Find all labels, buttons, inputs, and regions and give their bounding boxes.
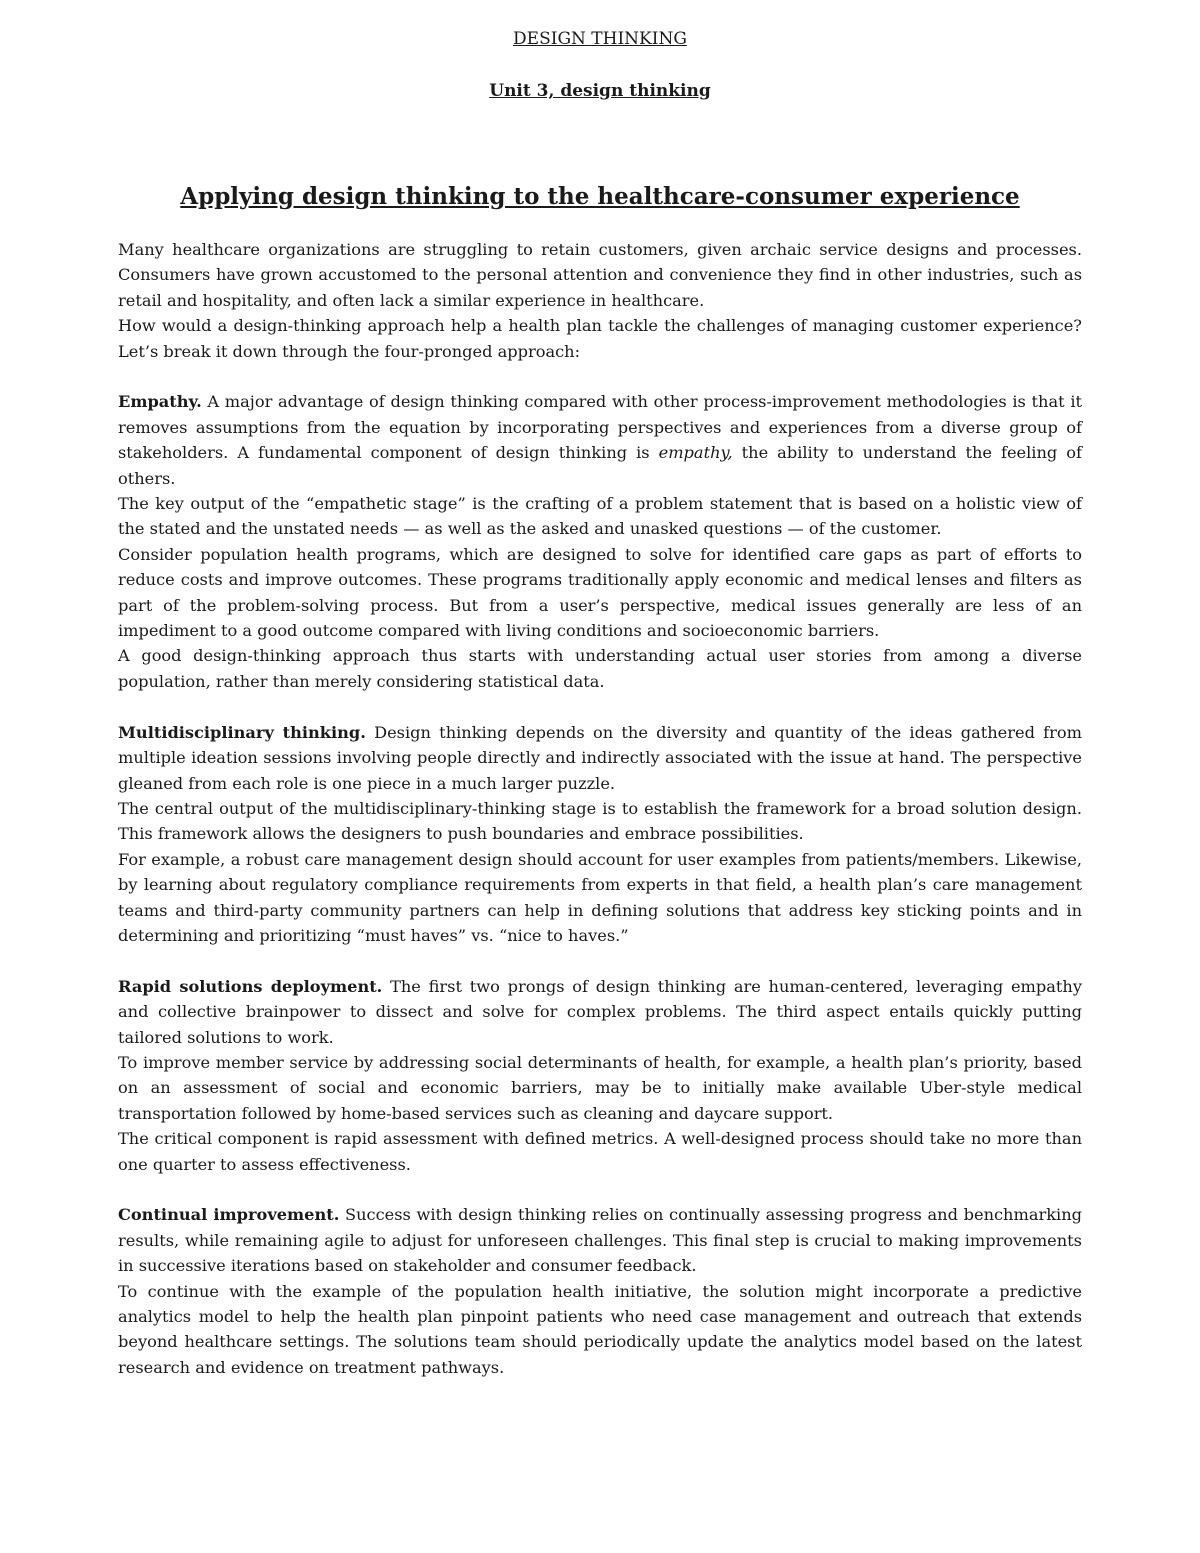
empathy-text: A major advantage of design thinking compared with other process-improvement methodologies is that it removes assumptions from the equation by incorporating perspectives and experiences from a diverse group of stakeholders. A fundamental component of design thinking is — [118, 392, 1082, 463]
rapid-paragraph: The critical component is rapid assessment with defined metrics. A well-designed process should take no more than one quarter to assess effectiveness. — [118, 1129, 1082, 1174]
continual-paragraph — [118, 1202, 1082, 1278]
rapid-text: The first two prongs of design thinking are human-centered, leveraging empathy and collective brainpower to dissect and solve for complex problems. The third aspect entails quickly putting tailored solutions to work. — [118, 976, 1082, 1047]
intro-paragraph: How would a design-thinking approach help a health plan tackle the challenges of managing customer experience? Let’s break it down through the four-pronged approach: — [118, 316, 1082, 361]
empathy-text-end: the ability to understand the feeling of others. — [118, 443, 1083, 488]
article-heading: Applying design thinking to the healthcare-consumer experience — [180, 183, 1020, 210]
document-title: DESIGN THINKING — [513, 29, 687, 49]
rapid-paragraph: To improve member service by addressing social determinants of health, for example, a health plan’s priority, based on an assessment of social and economic barriers, may be to initially make available Uber-style medical transportation followed by home-based services such as cleaning and daycare support. — [118, 1052, 1082, 1123]
empathy-paragraph: A good design-thinking approach thus starts with understanding actual user stories from among a diverse population, rather than merely considering statistical data. — [118, 646, 1082, 691]
empathy-paragraph: The key output of the “empathetic stage” is the crafting of a problem statement that is based on a holistic view of the stated and the unstated needs — as well as the asked and unasked questions — of the customer. — [118, 494, 1082, 539]
empathy-paragraph — [118, 389, 1082, 491]
rapid-paragraph — [118, 974, 1082, 1050]
section-lead-continual: Continual improvement. — [118, 1205, 340, 1225]
empathy-paragraph: Consider population health programs, which are designed to solve for identified care gaps as part of efforts to reduce costs and improve outcomes. These programs traditionally apply economic and medical lenses and filters as part of the problem-solving process. But from a user’s perspective, medical issues generally are less of an impediment to a good outcome compared with living conditions and socioeconomic barriers. — [118, 544, 1082, 641]
continual-paragraph: To continue with the example of the population health initiative, the solution might incorporate a predictive analytics model to help the health plan pinpoint patients who need case management and outreach that extends beyond healthcare settings. The solutions team should periodically update the analytics model based on the latest research and evidence on treatment pathways. — [118, 1281, 1082, 1377]
multidisciplinary-text: Design thinking depends on the diversity and quantity of the ideas gathered from multiple ideation sessions involving people directly and indirectly associated with the issue at hand. The perspective gleaned from each role is one piece in a much larger puzzle. — [118, 722, 1083, 793]
multidisciplinary-paragraph — [118, 720, 1082, 796]
section-lead-empathy: Empathy. — [118, 392, 202, 412]
multidisciplinary-paragraph: For example, a robust care management design should account for user examples from patients/members. Likewise, by learning about regulatory compliance requirements from experts in that field, a health plan’s care management teams and third-party community partners can help in defining solutions that address key sticking points and in determining and prioritizing “must haves” vs. “nice to haves.” — [118, 849, 1082, 945]
multidisciplinary-paragraph: The central output of the multidisciplinary-thinking stage is to establish the framework for a broad solution design. This framework allows the designers to push boundaries and embrace possibilities. — [118, 798, 1082, 844]
section-lead-rapid: Rapid solutions deployment. — [118, 976, 383, 996]
continual-text: Success with design thinking relies on continually assessing progress and benchmarking results, while remaining agile to adjust for unforeseen challenges. This final step is crucial to making improvements in successive iterations based on stakeholder and consumer feedback. — [118, 1205, 1082, 1276]
intro-paragraph: Many healthcare organizations are struggling to retain customers, given archaic service designs and processes. Consumers have grown accustomed to the personal attention and convenience they find in other industries, such as retail and hospitality, and often lack a similar experience in healthcare. — [118, 240, 1082, 310]
unit-title: Unit 3, design thinking — [489, 81, 711, 101]
article-body — [118, 237, 1082, 1380]
section-lead-multidisciplinary: Multidisciplinary thinking. — [118, 722, 366, 742]
empathy-emphasis: empathy, — [658, 443, 733, 463]
